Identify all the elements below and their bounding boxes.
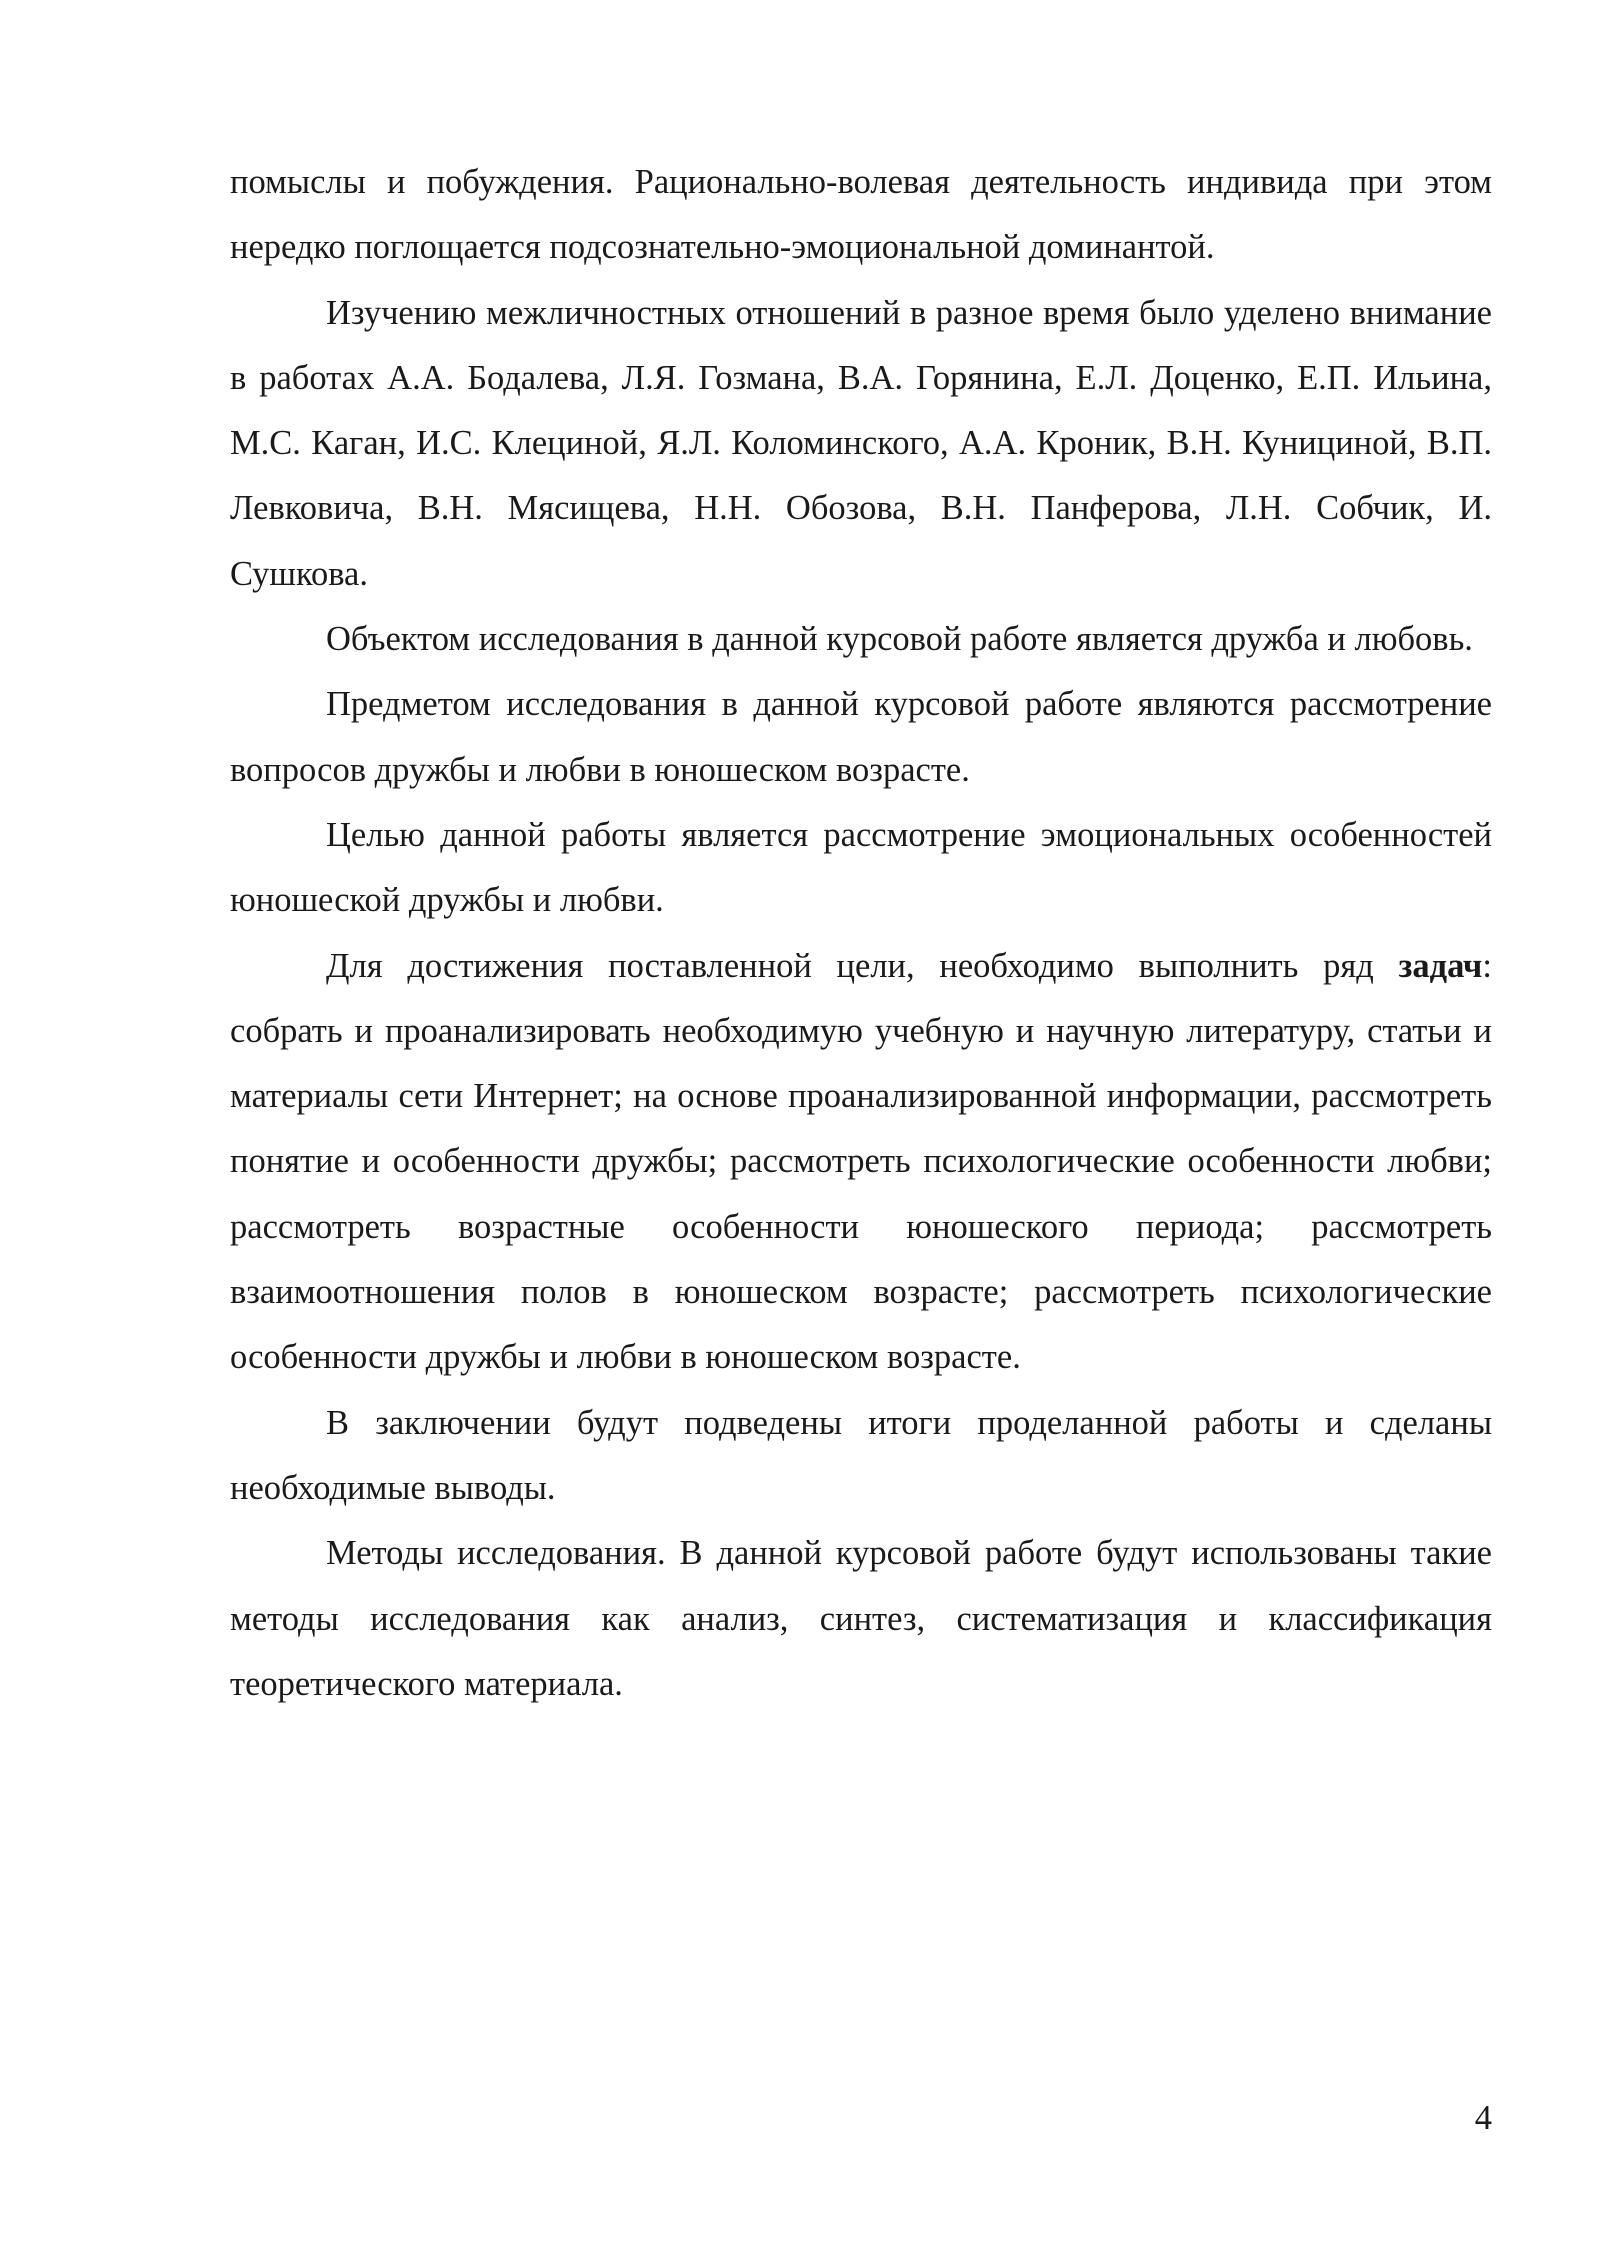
paragraph-conclusion: В заключении будут подведены итоги проделанной работы и сделаны необходимые выводы. [230,1403,1492,1507]
paragraph-research-subject: Предметом исследования в данной курсовой работе являются рассмотрение вопросов дружбы и любви в юношеском возрасте. [230,685,1492,789]
document-page [230,150,1492,1717]
paragraph-literature-review: Изучению межличностных отношений в разное время было уделено внимание в работах А.А. Бодалева, Л.Я. Гозмана, В.А. Горянина, Е.Л. Доценко, Е.П. Ильина, М.С. Каган, И.С. Клециной, Я.Л. Коломинского, А.А. Кроник, В.Н. Куницинοй, В.П. Левковича, В.Н. Мясищева, Н.Н. Обозова, В.Н. Панферова, Л.Н. Собчик, И. Сушкова. [230,293,1492,593]
paragraph-tasks [230,934,1492,1391]
paragraph-goal: Целью данной работы является рассмотрение эмоциональных особенностей юношеской дружбы и любви. [230,815,1492,920]
tasks-bold-word: задач [1398,946,1483,985]
tasks-text-before: Для достижения поставленной цели, необходимо выполнить ряд [326,946,1399,985]
page-number: 4 [1474,2099,1492,2137]
paragraph-research-object: Объектом исследования в данной курсовой работе является дружба и любовь. [326,620,1473,659]
paragraph-methods: Методы исследования. В данной курсовой работе будут использованы такие методы исследования как анализ, синтез, систематизация и классификация теоретического материала. [230,1534,1492,1703]
tasks-text-after: : собрать и проанализировать необходимую учебную и научную литературу, статьи и материалы сети Интернет; на основе проанализированной информации, рассмотреть понятие и особенности дружбы; рассмотреть психологические особенности любви; рассмотреть возрастные особенности юношеского периода; рассмотреть взаимоотношения полов в юношеском возрасте; рассмотреть психологические особенности дружбы и любви в юношеском возрасте. [230,946,1492,1377]
paragraph-continuation: помыслы и побуждения. Рационально-волевая деятельность индивида при этом нередко поглощается подсознательно-эмоциональной доминантой. [230,163,1492,267]
